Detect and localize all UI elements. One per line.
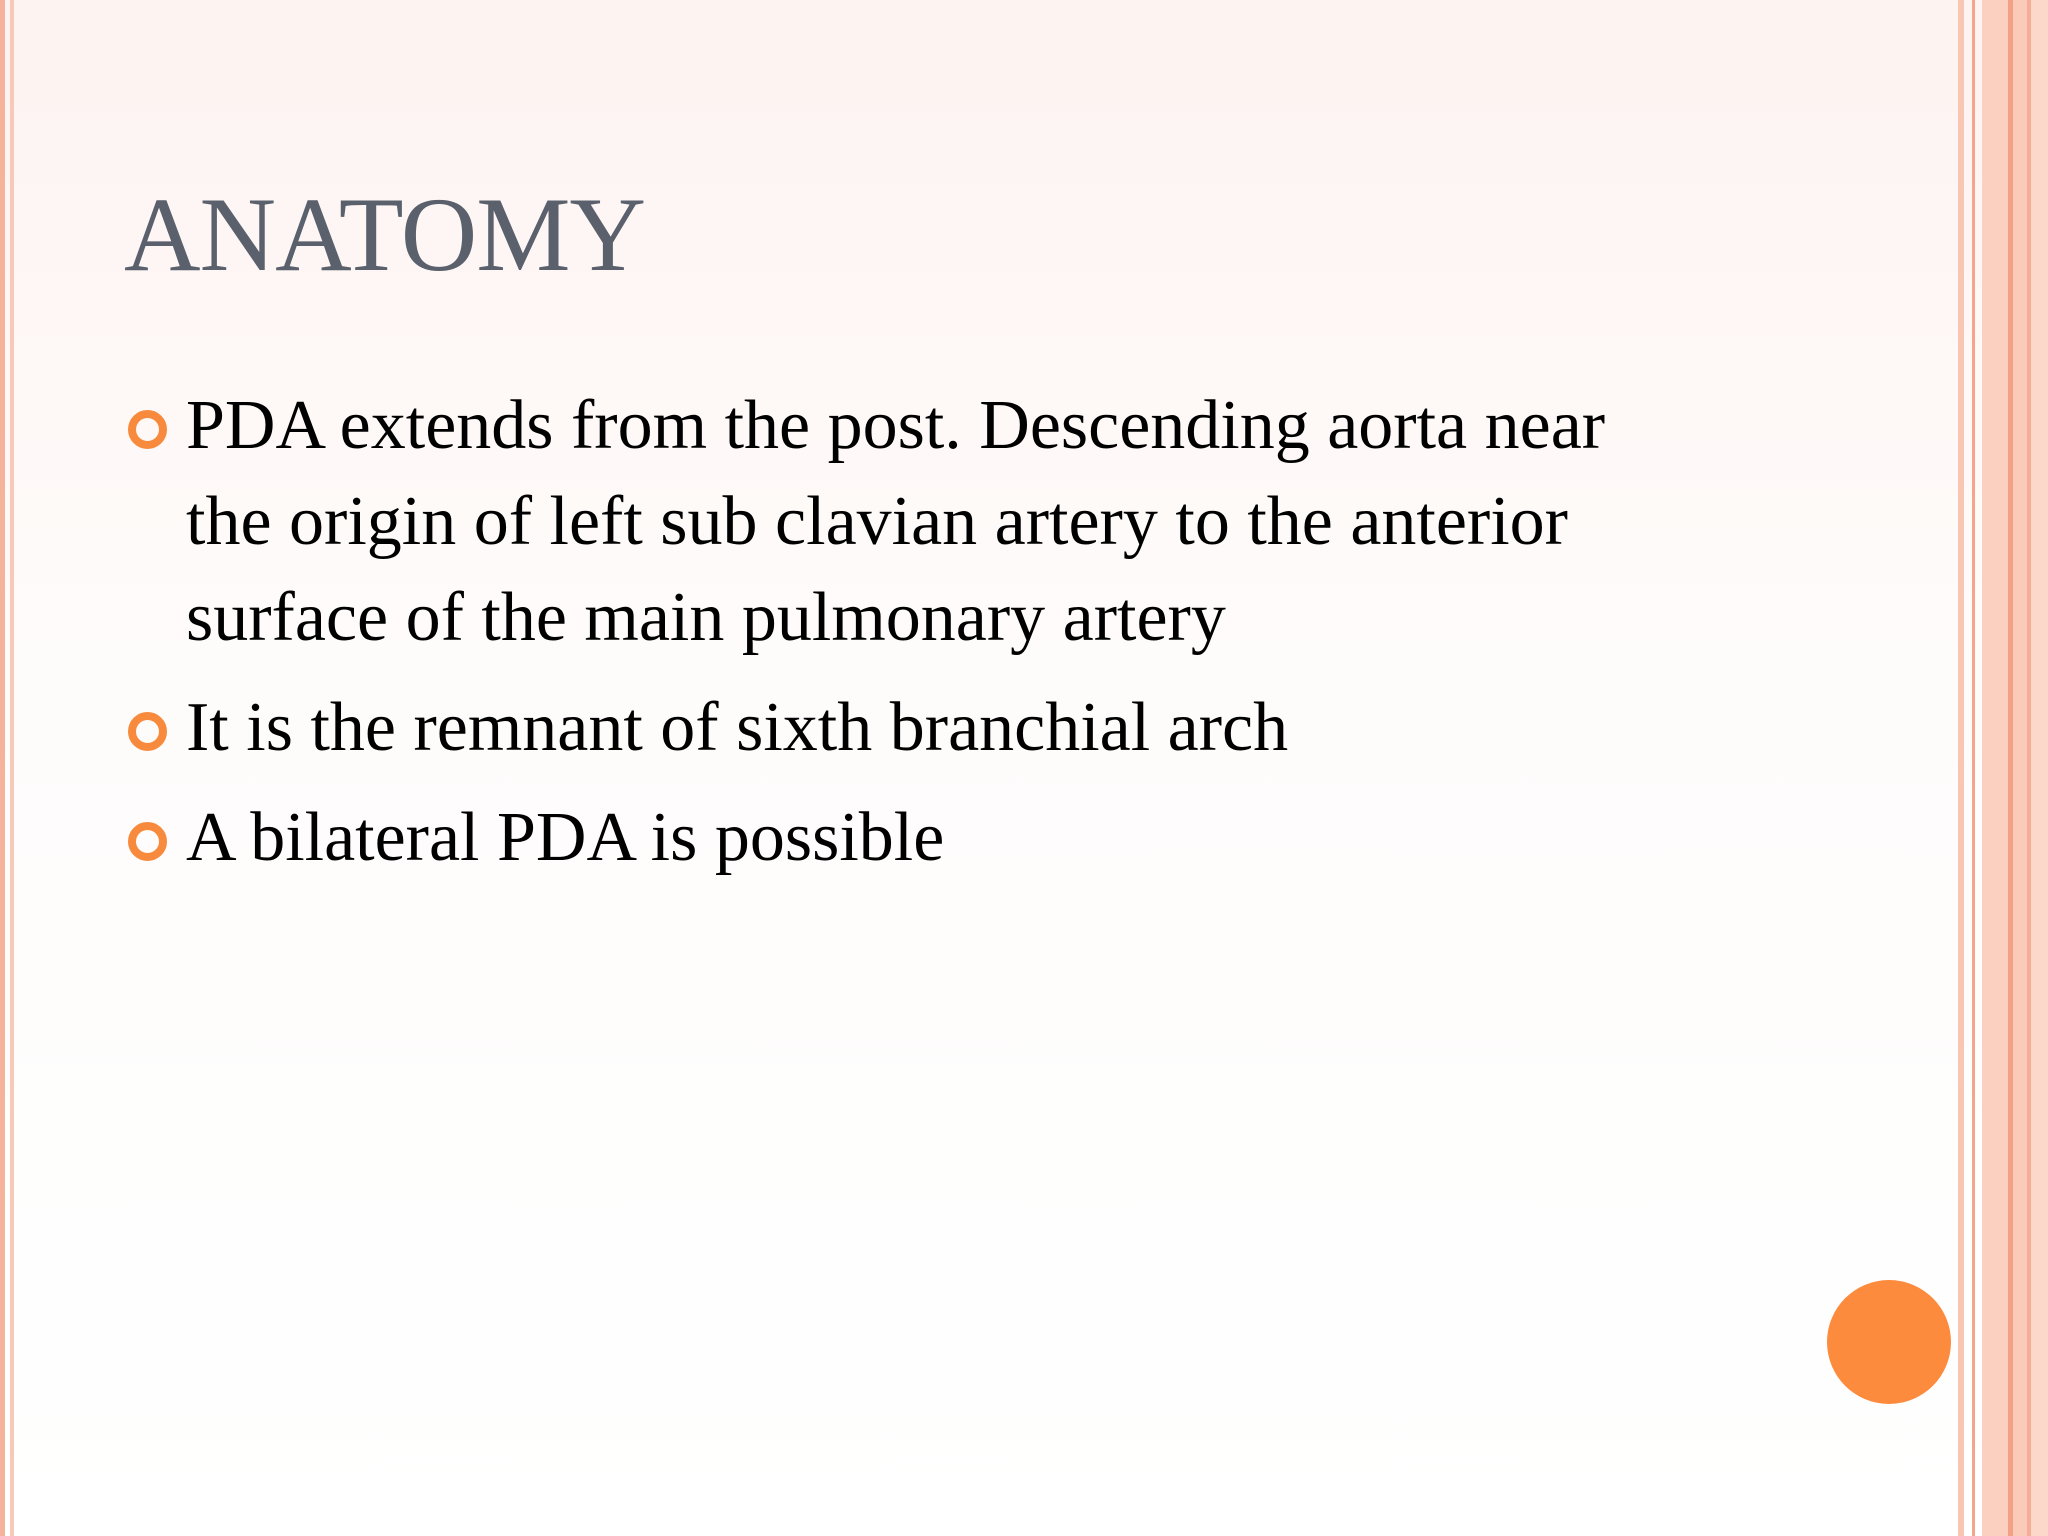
ring-bullet-icon <box>128 410 167 449</box>
filled-circle-icon <box>1827 1280 1951 1404</box>
bullet-text: It is the remnant of sixth branchial arch <box>186 689 1289 766</box>
left-border-stripe-inner <box>10 0 14 1536</box>
ring-bullet-icon <box>128 712 167 751</box>
bullet-item <box>128 790 1688 886</box>
bullet-text: PDA extends from the post. Descending aorta near the origin of left sub clavian artery to the anterior surface of the main pulmonary artery <box>186 387 1606 656</box>
bullet-text: A bilateral PDA is possible <box>186 799 945 876</box>
slide-title: ANATOMY <box>124 176 646 293</box>
right-border-stripes <box>1958 0 2048 1536</box>
bullet-list <box>128 378 1688 900</box>
left-border-stripe-outer <box>0 0 5 1536</box>
bullet-item <box>128 680 1688 776</box>
bullet-item <box>128 378 1688 666</box>
ring-bullet-icon <box>128 822 167 861</box>
